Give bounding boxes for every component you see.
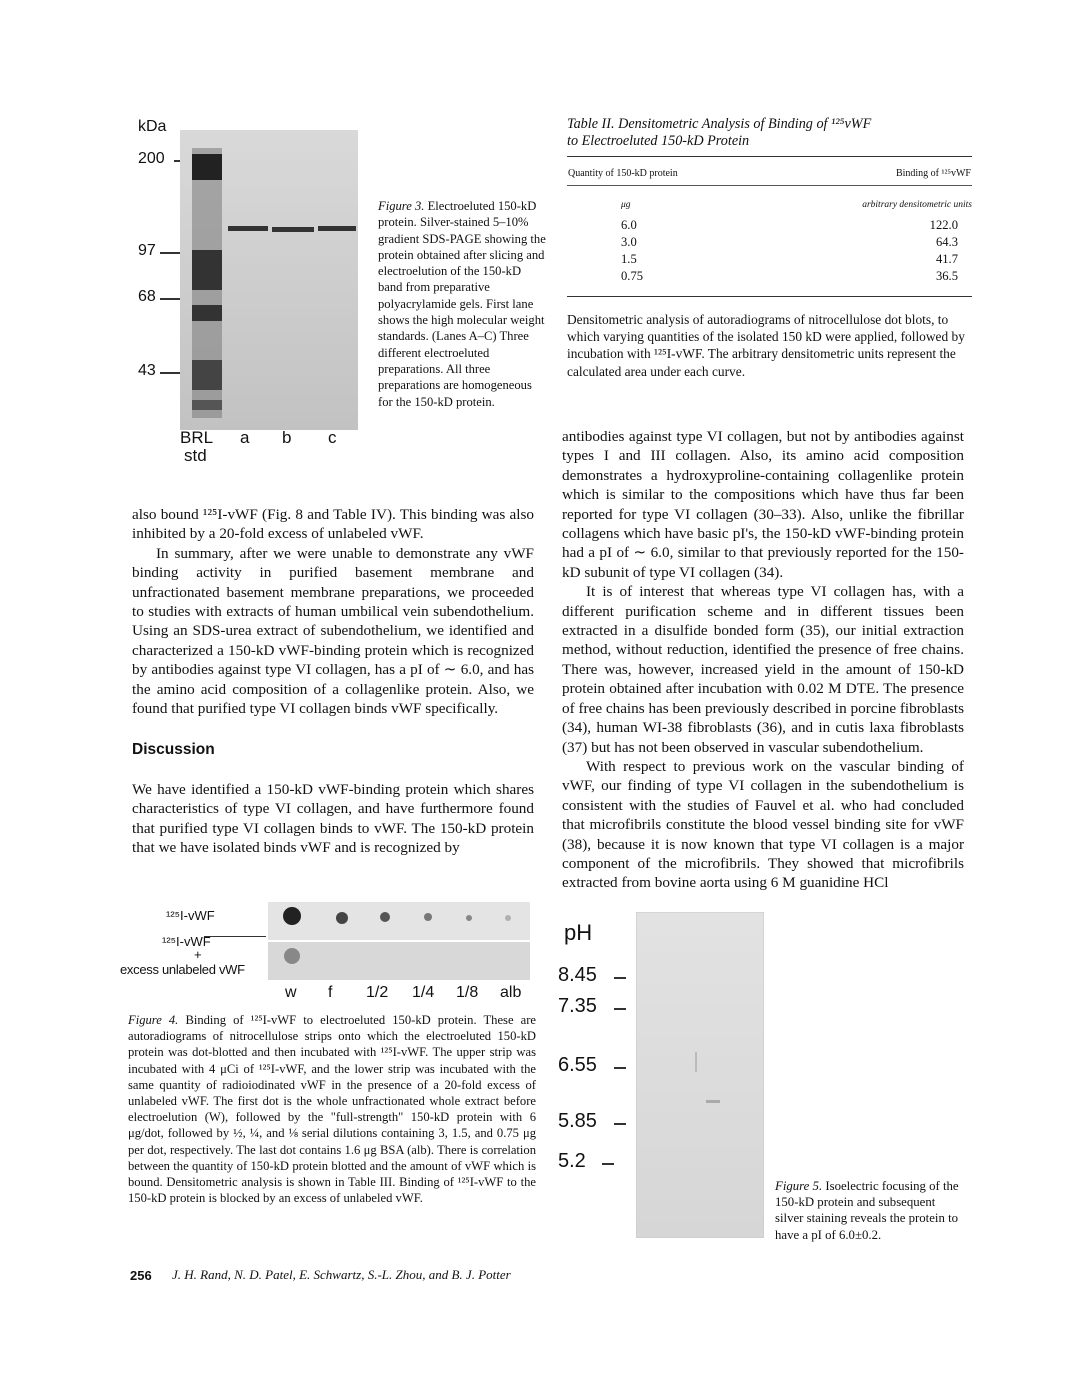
table-2-qty: 6.0 [621, 218, 637, 232]
right-para-2: It is of interest that whereas type VI collagen has, with a different purification scheme and in different tissues been extracted in a disulfide bonded form (35), our initial extraction method, without reduction, identified the presence of free chains. There was, however, increased yield in the amount of 150-kD protein obtained after incubation with 0.02 M DTE. The presence of free chains has been previously described in porcine fibroblasts (34), human WI-38 fibroblasts (36), and in cutis laxa fibroblasts (37) but has not been observed in vascular subendothelium. [562, 583, 964, 756]
lower-dots [268, 942, 530, 980]
table-2-col2-unit: arbitrary densitometric units [862, 200, 972, 210]
marker-200: 200 [138, 150, 165, 167]
ph-label: pH [564, 920, 593, 945]
figure-5-caption-text: Isoelectric focusing of the 150-kD protein and subsequent silver staining reveals the protein to have a pI of 6.0±0.2. [775, 1179, 959, 1242]
table-2-binding: 64.3 [935, 235, 958, 249]
lane-c: c [328, 428, 337, 447]
marker-68: 68 [138, 288, 156, 305]
figure-4-caption [128, 1012, 536, 1206]
table-2-binding: 41.7 [935, 252, 958, 266]
row2-label-rule [204, 936, 266, 937]
ph-8-45: 8.45 [558, 964, 597, 986]
upper-dots [268, 902, 530, 940]
right-para-3: With respect to previous work on the vascular binding of vWF, our finding of type VI collagen in the subendothelium is consistent with the studies of Fauvel et al. who had concluded that microfibrils constitute the blood vessel binding site for vWF (38), because it is now known that type VI collagen is a major component of the microfibrils. They showed that microfibrils extracted from bovine aorta using 6 M guanidine HCl [562, 757, 964, 892]
table-2-title-line1: Table II. Densitometric Analysis of Binding of ¹²⁵vWF [567, 116, 872, 132]
marker-97-tick [160, 252, 180, 254]
ph-5-85: 5.85 [558, 1110, 597, 1132]
table-2-unit-row [567, 186, 972, 217]
ph-5-2-tick [602, 1163, 614, 1165]
table-2-col1-header: Quantity of 150-kD protein [568, 168, 678, 179]
figure-5-caption-label: Figure 5. [775, 1179, 823, 1193]
ph-6-55: 6.55 [558, 1054, 597, 1076]
figure-3-caption-text: Electroeluted 150-kD protein. Silver-stained 5–10% gradient SDS-PAGE showing the protein obtained after slicing and electroelution of the 150-kD band from preparative polyacrylamide gels. First lane shows the high molecular weight standards. (Lanes A–C) Three different electroeluted preparations. All three preparations are homogeneous for the 150-kD protein. [378, 199, 546, 409]
table-row [567, 233, 972, 250]
table-2-header-row [567, 167, 972, 186]
figure-4-caption-text: Binding of ¹²⁵I-vWF to electroeluted 150-kD protein. These are autoradiograms of nitrocellulose strips onto which the electroeluted 150-kD protein was dot-blotted and then incubated with ¹²⁵I-vWF. The upper strip was incubated with 4 μCi of ¹²⁵I-vWF, and the lower strip was incubated with the same quantity of radioiodinated vWF in the presence of a 20-fold excess of unlabeled vWF. The first dot is the whole unfractionated whole extract before electroelution (W), followed by the "full-strength" 150-kD protein with 6 μg/dot, followed by ½, ¼, and ⅛ serial dilutions containing 3, 1.5, and 0.75 μg per dot, respectively. The last dot contains 1.6 μg BSA (alb). There is correlation between the quantity of 150-kD protein blotted and the amount of vWF which is bound. Densitometric analysis is shown in Table III. Binding of ¹²⁵I-vWF to the 150-kD protein is blocked by an excess of unlabeled vWF. [128, 1013, 537, 1206]
table-row [567, 267, 972, 296]
table-2-title-line2: to Electroeluted 150-kD Protein [567, 133, 750, 149]
table-2-qty: 1.5 [621, 252, 637, 266]
ph-5-2: 5.2 [558, 1150, 586, 1172]
footer-authors: J. H. Rand, N. D. Patel, E. Schwartz, S.-L. Zhou, and B. J. Potter [172, 1267, 511, 1282]
row2-label-line3: excess unlabeled vWF [120, 962, 245, 977]
marker-43-tick [160, 372, 180, 374]
table-row [567, 216, 972, 233]
blot-upper-strip [268, 902, 530, 940]
ief-gel-texture [636, 912, 764, 1238]
marker-68-tick [160, 298, 180, 300]
ph-7-35-tick [614, 1008, 626, 1010]
figure-4 [118, 900, 538, 1008]
figure-3-caption [378, 198, 548, 410]
figure-4-caption-label: Figure 4. [128, 1013, 179, 1027]
sds-page-gel-image [180, 130, 358, 430]
ph-8-45-tick [614, 977, 626, 979]
lane-f: f [328, 984, 333, 1001]
lane-b: b [282, 428, 292, 447]
table-row [567, 250, 972, 267]
lane-std: std [184, 446, 207, 465]
figure-5-caption [775, 1178, 965, 1243]
lane-brl: BRL [180, 428, 214, 447]
gel-bands [180, 130, 358, 430]
lane-eighth: 1/8 [456, 984, 479, 1001]
marker-97: 97 [138, 242, 156, 259]
table-2-binding: 36.5 [935, 269, 958, 283]
ph-7-35: 7.35 [558, 995, 597, 1017]
ief-gel-image [636, 912, 764, 1238]
left-para-3: We have identified a 150-kD vWF-binding protein which shares characteristics of type VI collagen, and have furthermore found that purified type VI collagen binds to vWF. The 150-kD protein that we have isolated binds vWF and is recognized by [132, 780, 534, 857]
figure-3-caption-label: Figure 3. [378, 199, 425, 213]
lane-w: w [285, 984, 297, 1001]
page-number: 256 [130, 1268, 152, 1283]
kda-label: kDa [138, 118, 167, 135]
ph-6-55-tick [614, 1067, 626, 1069]
left-para-1: also bound ¹²⁵I-vWF (Fig. 8 and Table IV). This binding was also inhibited by a 20-fold excess of unlabeled vWF. [132, 506, 534, 543]
lane-alb: alb [500, 984, 522, 1001]
table-2-grid [567, 167, 972, 296]
marker-43: 43 [138, 362, 156, 379]
row2-label-plus: + [194, 947, 202, 962]
left-para-2: In summary, after we were unable to demonstrate any vWF binding activity in purified basement membrane and unfractionated basement membrane preparations, we proceeded to studies with extracts of human umbilical vein subendothelium. Using an SDS-urea extract of subendothelium, we identified and characterized a 150-kD vWF-binding protein which is recognized by antibodies against type VI collagen, has a pI of ∼ 6.0, and has the amino acid composition of a collagenlike protein. Also, we found that purified type VI collagen binds vWF specifically. [132, 544, 534, 718]
lane-half: 1/2 [366, 984, 389, 1001]
right-para-1: antibodies against type VI collagen, but not by antibodies against types I and III collagen. Also, its amino acid composition demonstrates a hydroxyproline-containing collagenlike protein which is similar to the compositions which have thus far been reported for type VI collagen (30–33). Also, unlike the fibrillar collagens which have basic pI's, the 150-kD vWF-binding protein had a pI of ∼ 6.0, similar to that previously reported for the 150-kD subunit of type VI collagen (34). [562, 428, 964, 581]
row1-label: ¹²⁵I-vWF [166, 908, 215, 923]
lane-quarter: 1/4 [412, 984, 435, 1001]
marker-200-tick [174, 160, 180, 162]
blot-lower-strip [268, 942, 530, 980]
table-2-col2-header: Binding of ¹²⁵vWF [895, 168, 971, 179]
table-2-qty: 3.0 [621, 235, 637, 249]
table-2-col1-unit: μg [621, 200, 631, 210]
table-2 [567, 116, 972, 380]
row2-label-line1: ¹²⁵I-vWF [162, 934, 211, 949]
figure-5 [556, 910, 766, 1240]
table-2-binding: 122.0 [929, 218, 958, 232]
table-2-footnote: Densitometric analysis of autoradiograms of nitrocellulose dot blots, to which varying quantities of the isolated 150 kD were applied, followed by incubation with ¹²⁵I-vWF. The arbitrary densitometric units represent the calculated area under each curve. [567, 312, 965, 379]
table-2-qty: 0.75 [621, 269, 644, 283]
discussion-heading: Discussion [132, 741, 215, 759]
right-column [562, 427, 964, 893]
lane-a: a [240, 428, 250, 447]
ph-5-85-tick [614, 1123, 626, 1125]
left-column [132, 505, 534, 858]
